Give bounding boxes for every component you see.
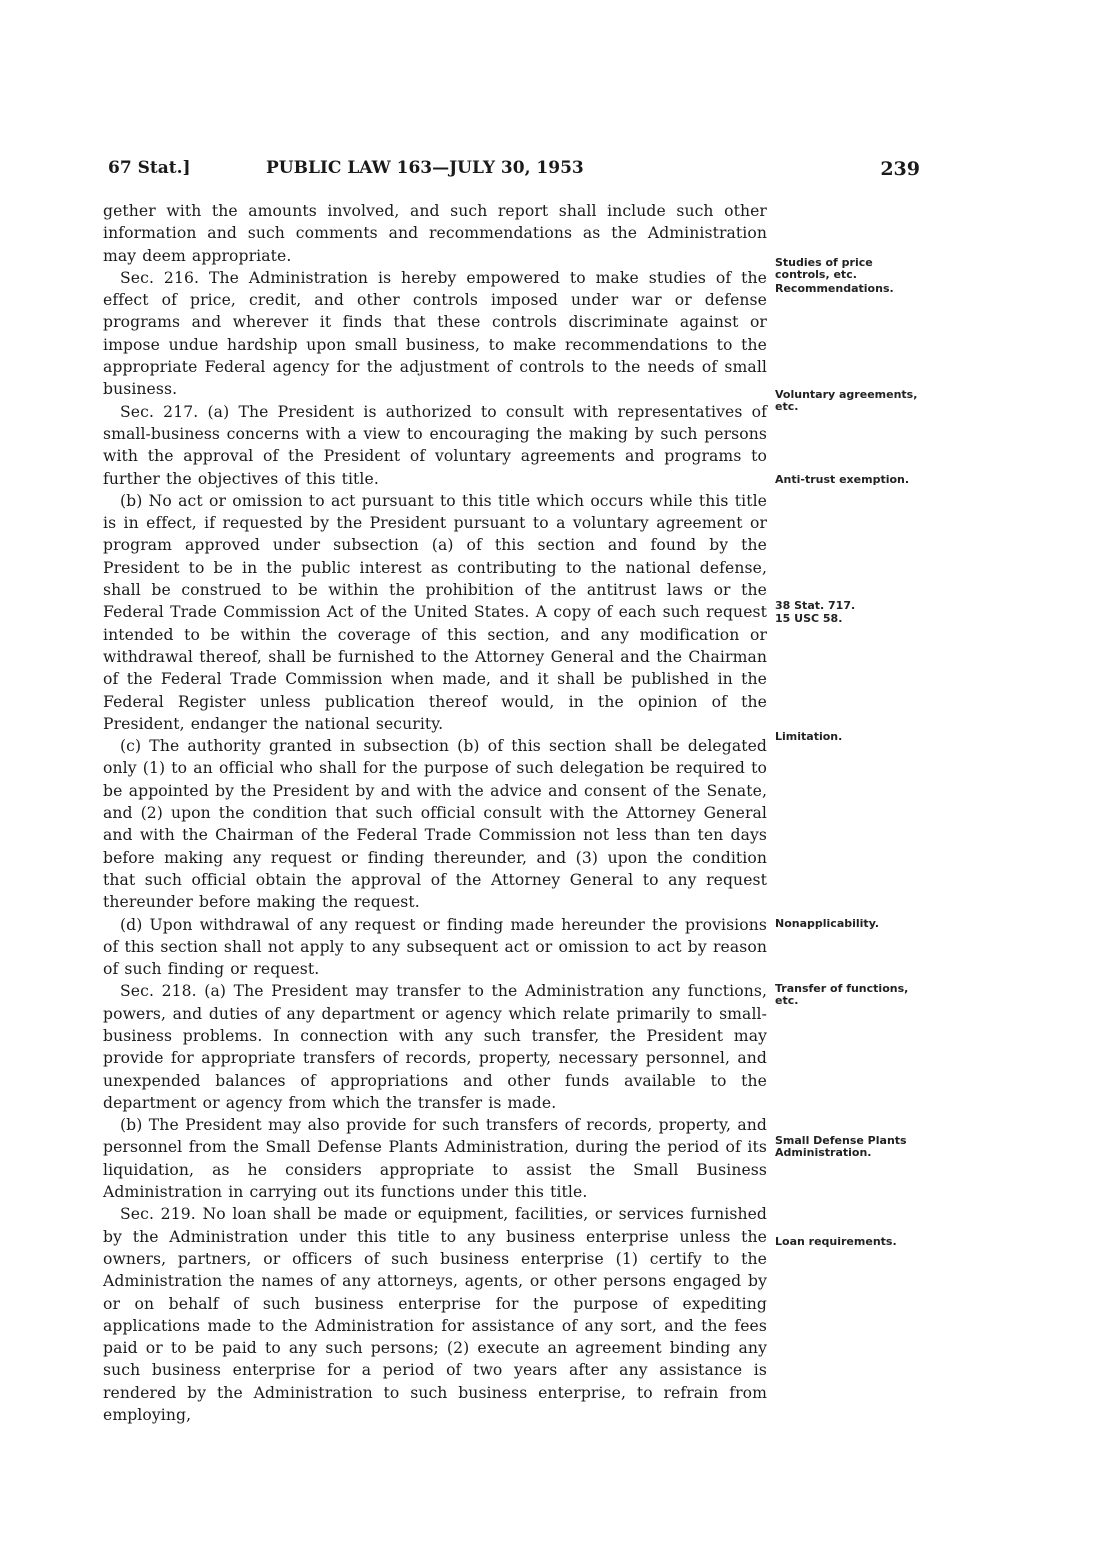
margin-note-studies: Studies of price controls, etc. bbox=[775, 256, 873, 281]
paragraph-sec-218b: (b) The President may also provide for such transfers of records, property, and personnel from the Small Defense Plants Administration, during the period of its liquidation, as he considers appropriate to assist the Small Business Administration in carrying out its functions under this title. bbox=[103, 1116, 767, 1202]
paragraph-sec-216: Sec. 216. The Administration is hereby empowered to make studies of the effect of price, credit, and other controls imposed under war or defense programs and wherever it finds that these controls discriminate against or impose undue hardship upon small business, to make recommendations to the appropriate Federal agency for the adjustment of controls to the needs of small business. bbox=[103, 268, 767, 399]
margin-note-limitation: Limitation. bbox=[775, 730, 843, 743]
margin-note-antitrust-exemption: Anti-trust exemption. bbox=[775, 473, 910, 486]
paragraph-sec-217a: Sec. 217. (a) The President is authorized to consult with representatives of small-business concerns with a view to encouraging the making by such persons with the approval of the President of voluntary agreements and programs to further the objectives of this title. bbox=[103, 402, 767, 488]
paragraph-sec-219: Sec. 219. No loan shall be made or equipment, facilities, or services furnished by the Administration under this title to any business enterprise unless the owners, partners, or officers of such business enterprise (1) certify to the Administration the names of any attorneys, agents, or other persons engaged by or on behalf of such business enterprise for the purpose of expediting applications made to the Administration for assistance of any sort, and the fees paid or to be paid to any such persons; (2) execute an agreement binding any such business enterprise for a period of two years after any assistance is rendered by the Administration to such business enterprise, to refrain from employing, bbox=[103, 1205, 767, 1425]
margin-note-recommendations: Recommendations. bbox=[775, 282, 894, 295]
paragraph-sec-217b: (b) No act or omission to act pursuant to this title which occurs while this title is in effect, if requested by the President pursuant to a voluntary agreement or program approved under subsection (a) of this section and found by the President to be in the public interest as contributing to the national defense, shall be construed to be within the prohibition of the antitrust laws or the Federal Trade Commission Act of the United States. A copy of each such request intended to be within the coverage of this section, and any modification or withdrawal thereof, shall be furnished to the Attorney General and the Chairman of the Federal Trade Commission when made, and it shall be published in the Federal Register unless publication thereof would, in the opinion of the President, endanger the national security. bbox=[103, 491, 767, 733]
page-header bbox=[108, 158, 920, 188]
margin-note-nonapplicability: Nonapplicability. bbox=[775, 917, 880, 930]
page-number: 239 bbox=[880, 158, 920, 180]
paragraph-continuation: gether with the amounts involved, and such report shall include such other information and such comments and recommendations as the Administration may deem appropriate. bbox=[103, 202, 767, 265]
margin-note-loan-requirements: Loan requirements. bbox=[775, 1235, 897, 1248]
margin-note-transfer-of-functions: Transfer of functions, etc. bbox=[775, 982, 909, 1007]
margin-note-usc-citation: 15 USC 58. bbox=[775, 612, 843, 625]
paragraph-sec-218a: Sec. 218. (a) The President may transfer to the Administration any functions, powers, and duties of any department or agency which relate primarily to small-business problems. In connection with any such transfer, the President may provide for appropriate transfers of records, property, necessary personnel, and unexpended balances of appropriations and other funds available to the department or agency from which the transfer is made. bbox=[103, 982, 767, 1112]
margin-note-voluntary-agreements: Voluntary agreements, etc. bbox=[775, 388, 918, 413]
body-text bbox=[103, 200, 767, 1426]
margin-note-small-defense-plants: Small Defense Plants Administration. bbox=[775, 1134, 907, 1159]
paragraph-sec-217c: (c) The authority granted in subsection (b) of this section shall be delegated only (1) to an official who shall for the purpose of such delegation be required to be appointed by the President by and with the advice and consent of the Senate, and (2) upon the condition that such official consult with the Attorney General and with the Chairman of the Federal Trade Commission not less than ten days before making any request or finding thereunder, and (3) upon the condition that such official obtain the approval of the Attorney General to any request thereunder before making the request. bbox=[103, 737, 767, 912]
margin-note-stat-citation: 38 Stat. 717. bbox=[775, 599, 856, 612]
page-title: PUBLIC LAW 163—JULY 30, 1953 bbox=[266, 158, 584, 178]
volume-citation: 67 Stat.] bbox=[108, 158, 191, 178]
paragraph-sec-217d: (d) Upon withdrawal of any request or finding made hereunder the provisions of this section shall not apply to any subsequent act or omission to act by reason of such finding or request. bbox=[103, 915, 767, 979]
